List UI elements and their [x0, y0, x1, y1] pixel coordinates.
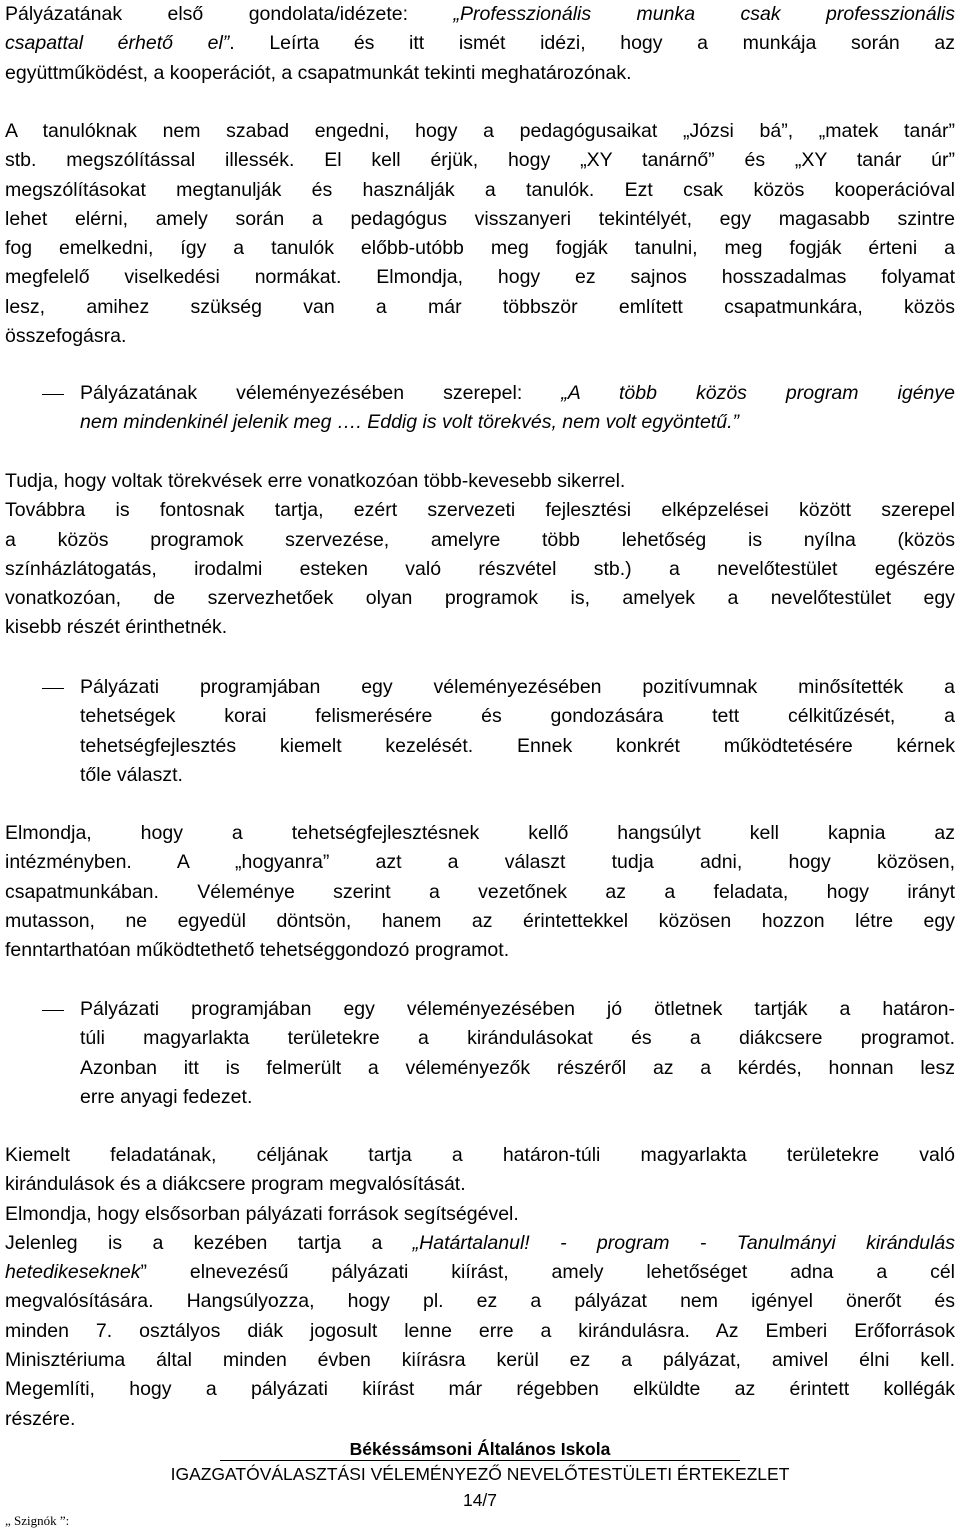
text-line: [80, 379, 955, 408]
dash-bullet-icon: [42, 995, 64, 1024]
bullet-text: [80, 379, 955, 438]
text-run: túli magyarlakta területekre a kirándulásokat és a diákcsere programot.: [80, 1027, 955, 1050]
italic-text: „Határtalanul! - program - Tanulmányi kirándulás: [412, 1231, 955, 1254]
text-run: lesz, amihez szükség van a már többször említett csapatmunkára, közös: [5, 295, 955, 318]
text-line: [80, 673, 955, 702]
text-line: [5, 1317, 955, 1346]
signature-label: „ Szignók ”:: [5, 1513, 70, 1528]
text-line: [5, 1258, 955, 1287]
text-line: [80, 1054, 955, 1083]
text-line: [5, 878, 955, 907]
text-line: [5, 613, 955, 642]
footer-divider: [220, 1460, 740, 1461]
text-line: [80, 761, 955, 790]
text-run: csapatmunkában. Véleménye szerint a vezetőnek az a feladata, hogy irányt: [5, 880, 955, 903]
text-run: megszólításokat megtanulják és használják a tanulók. Ezt csak közös kooperációval: [5, 178, 955, 201]
text-line: [5, 526, 955, 555]
text-run: Tudja, hogy voltak törekvések erre vonatkozóan több-kevesebb sikerrel.: [5, 470, 626, 492]
text-run: fenntarthatóan működtethető tehetséggondozó programot.: [5, 939, 510, 962]
text-line: [80, 1083, 955, 1112]
footer-school-name: Békéssámsoni Általános Iskola: [349, 1439, 611, 1459]
text-run: Pályázati programjában egy véleményezésében pozitívumnak minősítették a: [80, 676, 955, 698]
paragraph-intro: [5, 0, 955, 88]
text-run: Kiemelt feladatának, céljának tartja a határon-túli magyarlakta területekre való: [5, 1144, 955, 1166]
text-line: [5, 936, 955, 965]
bullet-text: [80, 673, 955, 790]
paragraph-addressing: [5, 117, 955, 351]
italic-text: hetedikeseknek: [5, 1261, 141, 1284]
text-run: erre anyagi fedezet.: [80, 1085, 253, 1108]
paragraph-talent-reply: [5, 819, 955, 965]
text-line: [80, 995, 955, 1024]
text-line: [5, 1287, 955, 1316]
text-line: [80, 1024, 955, 1053]
italic-text: „A több közös program igénye: [561, 382, 955, 404]
text-line: [80, 702, 955, 731]
italic-text: nem mindenkinél jelenik meg …. Eddig is volt törekvés, nem volt egyöntetű.”: [80, 411, 739, 434]
text-line: [5, 205, 955, 234]
text-line: [80, 732, 955, 761]
text-line: [5, 1200, 955, 1229]
text-run: mutasson, ne egyedül döntsön, hanem az érintettekkel közösen hozzon létre egy: [5, 909, 955, 932]
text-run: összefogásra.: [5, 325, 127, 348]
text-run: kirándulások és a diákcsere program megvalósítását.: [5, 1173, 466, 1196]
text-run: Azonban itt is felmerült a véleményezők részéről az a kérdés, honnan lesz: [80, 1056, 955, 1079]
text-run: A tanulóknak nem szabad engedni, hogy a pedagógusaikat „Józsi bá”, „matek tanár”: [5, 120, 955, 142]
text-run: együttműködést, a kooperációt, a csapatmunkát tekinti meghatározónak.: [5, 61, 632, 84]
text-run: vonatkozóan, de szervezhetőek olyan programok is, amelyek a nevelőtestület egy: [5, 587, 955, 610]
text-run: tőle választ.: [80, 763, 183, 786]
text-line: [5, 234, 955, 263]
text-run: tehetségfejlesztés kiemelt kezelését. Ennek konkrét működtetésére kérnek: [80, 734, 955, 757]
text-line: [5, 293, 955, 322]
footer-meeting-title: IGAZGATÓVÁLASZTÁSI VÉLEMÉNYEZŐ NEVELŐTESTÜLETI ÉRTEKEZLET: [170, 1464, 790, 1484]
dash-bullet-icon: [42, 673, 64, 702]
text-run: . Leírta és itt ismét idézi, hogy a munkája során az: [229, 32, 955, 55]
text-run: megfelelő viselkedési normákat. Elmondja, hogy ez sajnos hosszadalmas folyamat: [5, 266, 955, 289]
text-line: [5, 322, 955, 351]
text-run: Megemlíti, hogy a pályázati kiírást már régebben elküldte az érintett kollégák: [5, 1378, 955, 1401]
text-line: [5, 496, 955, 525]
text-run: fog emelkedni, így a tanulók előbb-utóbb meg fogják tanulni, meg fogják érteni a: [5, 237, 955, 260]
text-run: Minisztériuma által minden évben kiírásra kerül ez a pályázat, amivel élni kell.: [5, 1349, 955, 1372]
bullet-text: [80, 995, 955, 1112]
text-run: stb. megszólítással illessék. El kell érjük, hogy „XY tanárnő” és „XY tanár úr”: [5, 149, 955, 172]
text-line: [5, 263, 955, 292]
text-line: [5, 848, 955, 877]
text-run: Pályázatának első gondolata/idézete:: [5, 3, 454, 25]
paragraph-excursions-reply: [5, 1141, 955, 1434]
text-run: Elmondja, hogy elsősorban pályázati források segítségével.: [5, 1202, 519, 1225]
text-line: [5, 584, 955, 613]
text-run: Továbbra is fontosnak tartja, ezért szervezeti fejlesztési elképzelései között szerepel: [5, 499, 955, 522]
text-run: Elmondja, hogy a tehetségfejlesztésnek kellő hangsúlyt kell kapnia az: [5, 822, 955, 844]
text-run: a közös programok szervezése, amelyre több lehetőség is nyílna (közös: [5, 528, 955, 551]
page-number: 14/7: [462, 1490, 498, 1510]
text-line: [5, 1375, 955, 1404]
dash-bullet-icon: [42, 379, 64, 408]
text-line: [5, 176, 955, 205]
text-run: minden 7. osztályos diák jogosult lenne erre a kirándulásra. Az Emberi Erőforrások: [5, 1319, 955, 1342]
italic-text: csapattal érhető el”: [5, 32, 230, 55]
text-line: [5, 1229, 955, 1258]
text-run: kisebb részét érinthetnék.: [5, 616, 228, 639]
text-line: [5, 59, 955, 88]
text-run: intézményben. A „hogyanra” azt a választ tudja adni, hogy közösen,: [5, 851, 955, 874]
text-run: részére.: [5, 1407, 76, 1430]
text-line: [5, 146, 955, 175]
text-line: [5, 907, 955, 936]
text-line: [5, 819, 955, 848]
text-line: [5, 117, 955, 146]
text-run: színházlátogatás, irodalmi esteken való részvétel stb.) a nevelőtestület egészére: [5, 557, 955, 580]
text-run: lehet elérni, amely során a pedagógus visszanyeri tekintélyét, egy magasabb szintre: [5, 207, 955, 230]
paragraph-programs-reply: [5, 467, 955, 643]
text-run: Pályázatának véleményezésében szerepel:: [80, 382, 562, 404]
text-line: [5, 555, 955, 584]
text-run: megvalósítására. Hangsúlyozza, hogy pl. ez a pályázat nem igényel önerőt és: [5, 1290, 955, 1313]
text-run: tehetségek korai felismerésére és gondozására tett célkitűzését, a: [80, 705, 955, 728]
text-line: [5, 1405, 955, 1434]
italic-text: „Professzionális munka csak professzionális: [453, 3, 955, 25]
text-line: [5, 467, 955, 496]
text-run: ” elnevezésű pályázati kiírást, amely lehetőséget adna a cél: [140, 1261, 955, 1284]
text-line: [5, 1141, 955, 1170]
text-line: [5, 1170, 955, 1199]
text-line: [5, 1346, 955, 1375]
text-line: [5, 29, 955, 58]
text-run: Jelenleg is a kezében tartja a: [5, 1231, 413, 1254]
text-run: Pályázati programjában egy véleményezésében jó ötletnek tartják a határon-: [80, 998, 955, 1020]
text-line: [80, 408, 955, 437]
text-line: [5, 0, 955, 29]
